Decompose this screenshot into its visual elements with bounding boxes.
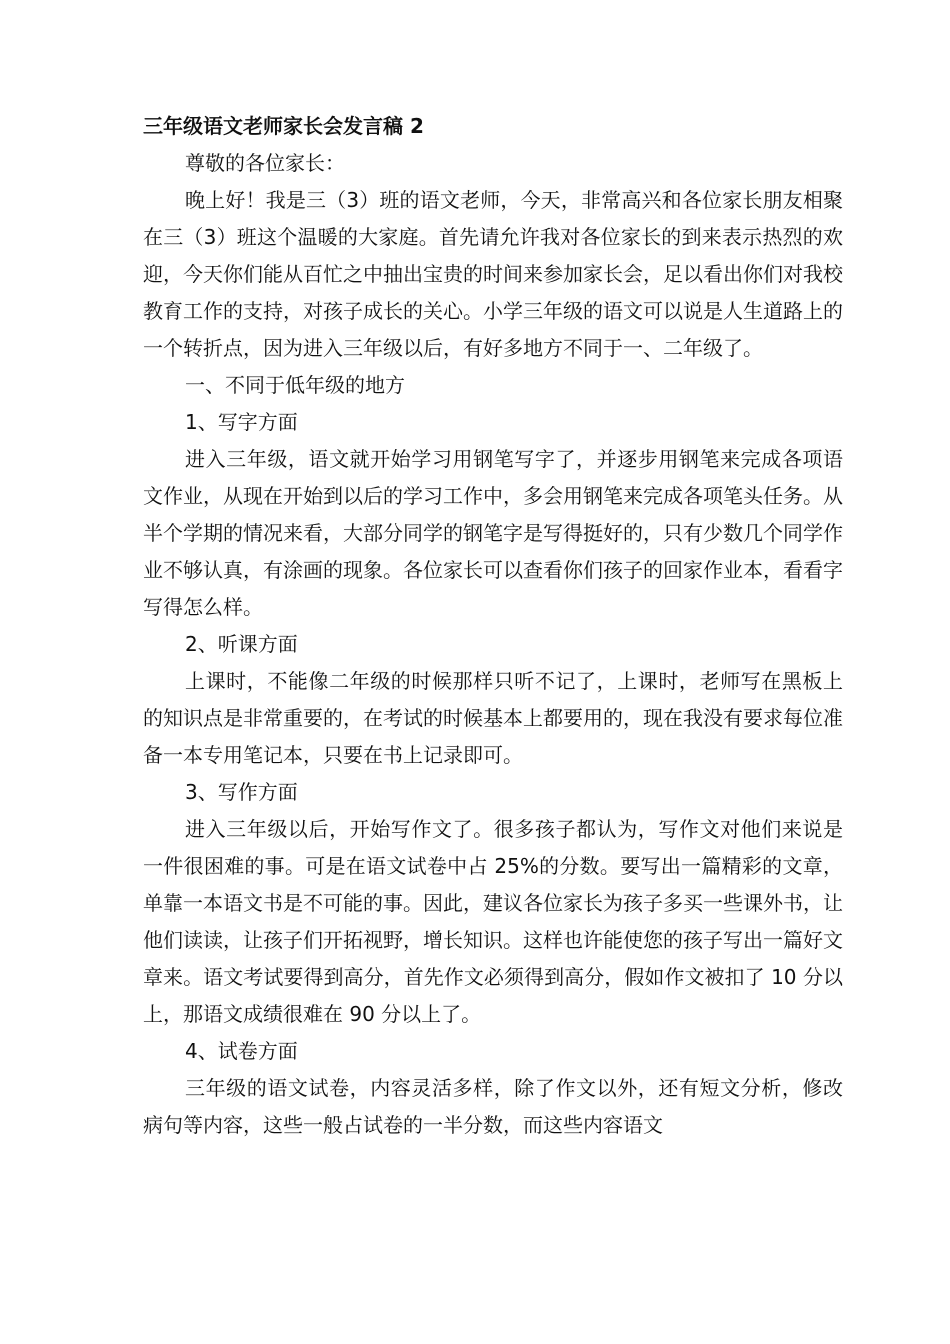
intro-paragraph: 晚上好！我是三（3）班的语文老师，今天，非常高兴和各位家长朋友相聚在三（3）班这个温暖的大家庭。首先请允许我对各位家长的到来表示热烈的欢迎，今天你们能从百忙之中抽出宝贵的时间来参加家长会，足以看出你们对我校教育工作的支持，对孩子成长的关心。小学三年级的语文可以说是人生道路上的一个转折点，因为进入三年级以后，有好多地方不同于一、二年级了。 [143,188,843,360]
item-paragraph-exam: 三年级的语文试卷，内容灵活多样，除了作文以外，还有短文分析，修改病句等内容，这些一般占试卷的一半分数，而这些内容语文 [143,1076,843,1137]
item-heading-listening: 2、听课方面 [185,632,298,656]
section-heading: 一、不同于低年级的地方 [185,373,405,397]
document-title: 三年级语文老师家长会发言稿 2 [143,114,424,138]
item-paragraph-composition: 进入三年级以后，开始写作文了。很多孩子都认为，写作文对他们来说是一件很困难的事。可是在语文试卷中占 25%的分数。要写出一篇精彩的文章，单靠一本语文书是不可能的事。因此，建议各位家长为孩子多买一些课外书，让他们读读，让孩子们开拓视野，增长知识。这样也许能使您的孩子写出一篇好文章来。语文考试要得到高分，首先作文必须得到高分，假如作文被扣了 10 分以上，那语文成绩很难在 90 分以上了。 [143,817,843,1026]
item-heading-writing: 1、写字方面 [185,410,298,434]
item-paragraph-listening: 上课时，不能像二年级的时候那样只听不记了，上课时，老师写在黑板上的知识点是非常重要的，在考试的时候基本上都要用的，现在我没有要求每位准备一本专用笔记本，只要在书上记录即可。 [143,669,843,767]
document-page [143,108,843,1144]
item-heading-exam: 4、试卷方面 [185,1039,298,1063]
item-paragraph-writing: 进入三年级，语文就开始学习用钢笔写字了，并逐步用钢笔来完成各项语文作业，从现在开始到以后的学习工作中，多会用钢笔来完成各项笔头任务。从半个学期的情况来看，大部分同学的钢笔字是写得挺好的，只有少数几个同学作业不够认真，有涂画的现象。各位家长可以查看你们孩子的回家作业本，看看字写得怎么样。 [143,447,843,619]
salutation: 尊敬的各位家长： [185,151,345,175]
item-heading-composition: 3、写作方面 [185,780,298,804]
